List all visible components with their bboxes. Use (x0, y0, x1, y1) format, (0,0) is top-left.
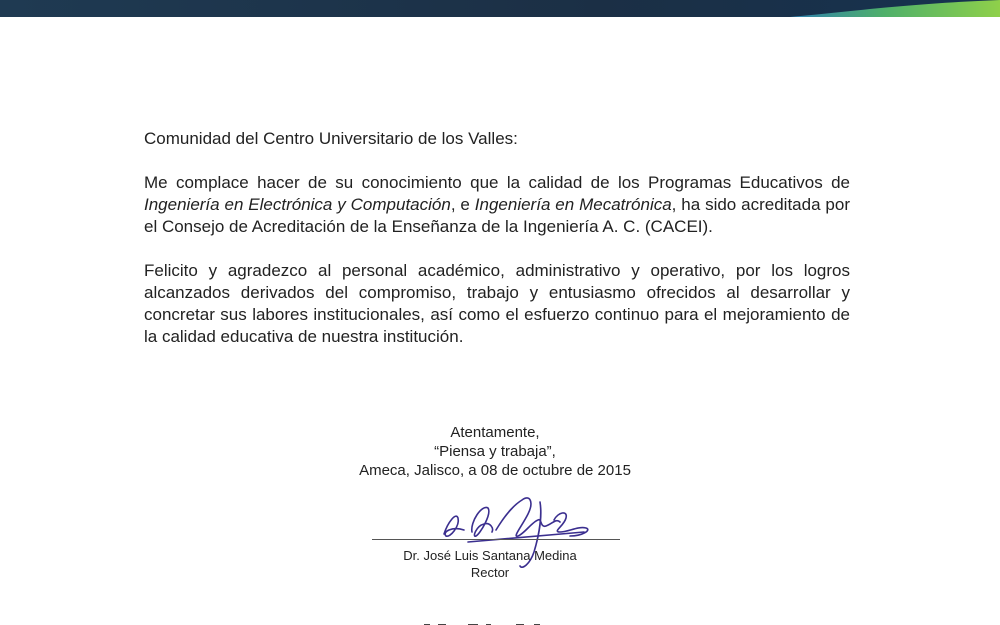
closing-place-date: Ameca, Jalisco, a 08 de octubre de 2015 (359, 462, 631, 479)
program-name: Ingeniería en Electrónica y Computación (144, 195, 451, 214)
signer-title: Rector (470, 565, 510, 580)
letter-paragraph-thanks: Felicito y agradezco al personal académico, administrativo y operativo, por los logros alcanzados derivados del compromiso, trabajo y entusiasmo ofrecidos al desarrollar y concretar sus labores institucionales, así como el esfuerzo continuo para el mejoramiento de la calidad educativa de nuestra institución. (144, 261, 850, 346)
letter-greeting: Comunidad del Centro Universitario de los Valles: (144, 129, 518, 148)
signature-line (372, 539, 620, 540)
letter-body (144, 128, 850, 348)
paragraph-text: Me complace hacer de su conocimiento que la calidad de los Programas Educativos de (144, 173, 850, 192)
cut-off-text-graphic (420, 618, 580, 625)
closing-salutation: Atentamente, (450, 424, 540, 441)
signer-name: Dr. José Luis Santana Medina (403, 548, 577, 563)
closing-motto: “Piensa y trabaja”, (434, 443, 556, 460)
paragraph-text: , ha sido acreditada por el Consejo de Acreditación de la Enseñanza de la Ingeniería A. C. (CACEI). (144, 195, 850, 236)
header-band (0, 0, 1000, 17)
header-band-graphic (0, 0, 1000, 17)
letter-paragraph-accreditation (144, 172, 850, 238)
paragraph-text: , e (450, 195, 475, 214)
closing-block (300, 423, 690, 480)
cut-off-text-fragment (420, 615, 580, 625)
signer-block (380, 547, 600, 581)
program-name: Ingeniería en Mecatrónica (474, 195, 672, 214)
